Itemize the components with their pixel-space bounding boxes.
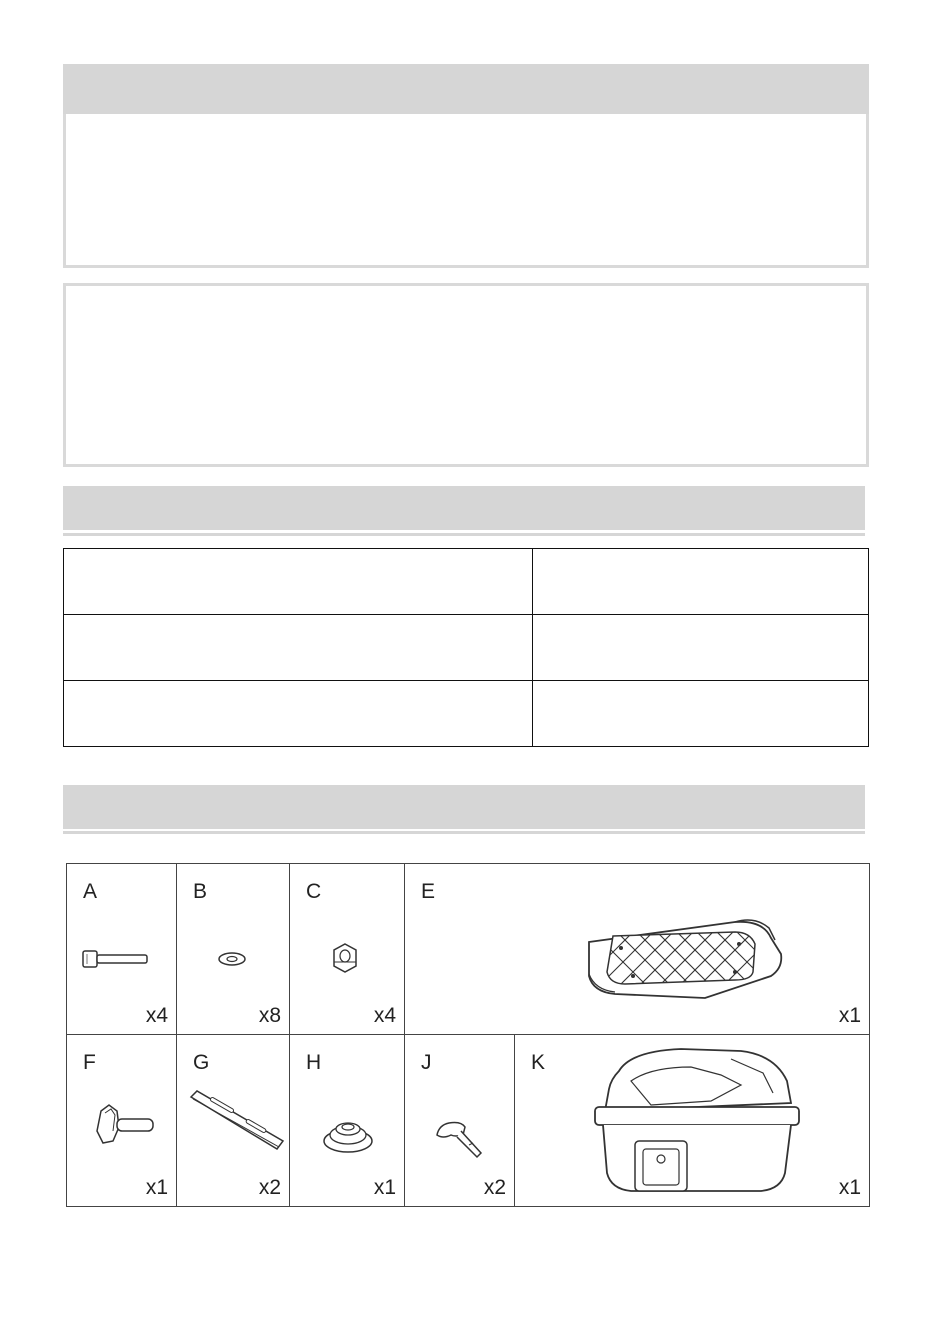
table-row	[64, 681, 869, 747]
table-cell	[64, 681, 533, 747]
mounting-plate-icon	[585, 914, 785, 999]
part-letter: B	[193, 880, 208, 903]
table-cell	[533, 615, 869, 681]
section-header-3	[63, 785, 865, 829]
part-letter: H	[306, 1051, 322, 1074]
part-qty: x1	[373, 1176, 396, 1199]
table-cell	[64, 549, 533, 615]
part-letter: K	[531, 1051, 546, 1074]
part-qty: x4	[373, 1004, 396, 1027]
table-row	[64, 549, 869, 615]
part-cell-j	[404, 1034, 515, 1207]
part-qty: x1	[838, 1004, 861, 1027]
part-cell-c	[289, 863, 405, 1035]
part-letter: F	[83, 1051, 96, 1074]
section-header-1	[63, 64, 869, 116]
part-cell-h	[289, 1034, 405, 1207]
part-cell-f	[66, 1034, 177, 1207]
part-cell-k	[514, 1034, 870, 1207]
part-letter: C	[306, 880, 322, 903]
part-qty: x1	[838, 1176, 861, 1199]
part-letter: E	[421, 880, 436, 903]
text-box-2	[63, 283, 869, 467]
part-qty: x1	[145, 1176, 168, 1199]
part-qty: x2	[483, 1176, 506, 1199]
table-cell	[533, 681, 869, 747]
spec-table	[63, 548, 869, 747]
bracket-strip-icon	[189, 1089, 285, 1151]
part-qty: x4	[145, 1004, 168, 1027]
part-cell-g	[176, 1034, 290, 1207]
section-header-2	[63, 486, 865, 530]
part-letter: A	[83, 880, 98, 903]
part-letter: J	[421, 1051, 432, 1074]
bolt-icon	[81, 948, 151, 970]
section-rule-3	[63, 831, 865, 834]
part-qty: x2	[258, 1176, 281, 1199]
knob-icon	[95, 1101, 157, 1151]
section-rule-2	[63, 533, 865, 536]
washer-icon	[217, 951, 247, 967]
parts-grid	[66, 863, 870, 1207]
table-cell	[64, 615, 533, 681]
part-cell-e	[404, 863, 870, 1035]
part-letter: G	[193, 1051, 210, 1074]
table-row	[64, 615, 869, 681]
part-cell-b	[176, 863, 290, 1035]
part-cell-a	[66, 863, 177, 1035]
table-cell	[533, 549, 869, 615]
top-case-icon	[591, 1045, 801, 1201]
part-qty: x8	[258, 1004, 281, 1027]
text-box-1	[63, 114, 869, 268]
grommet-icon	[322, 1115, 374, 1155]
key-icon	[435, 1113, 487, 1161]
nut-icon	[332, 942, 358, 974]
